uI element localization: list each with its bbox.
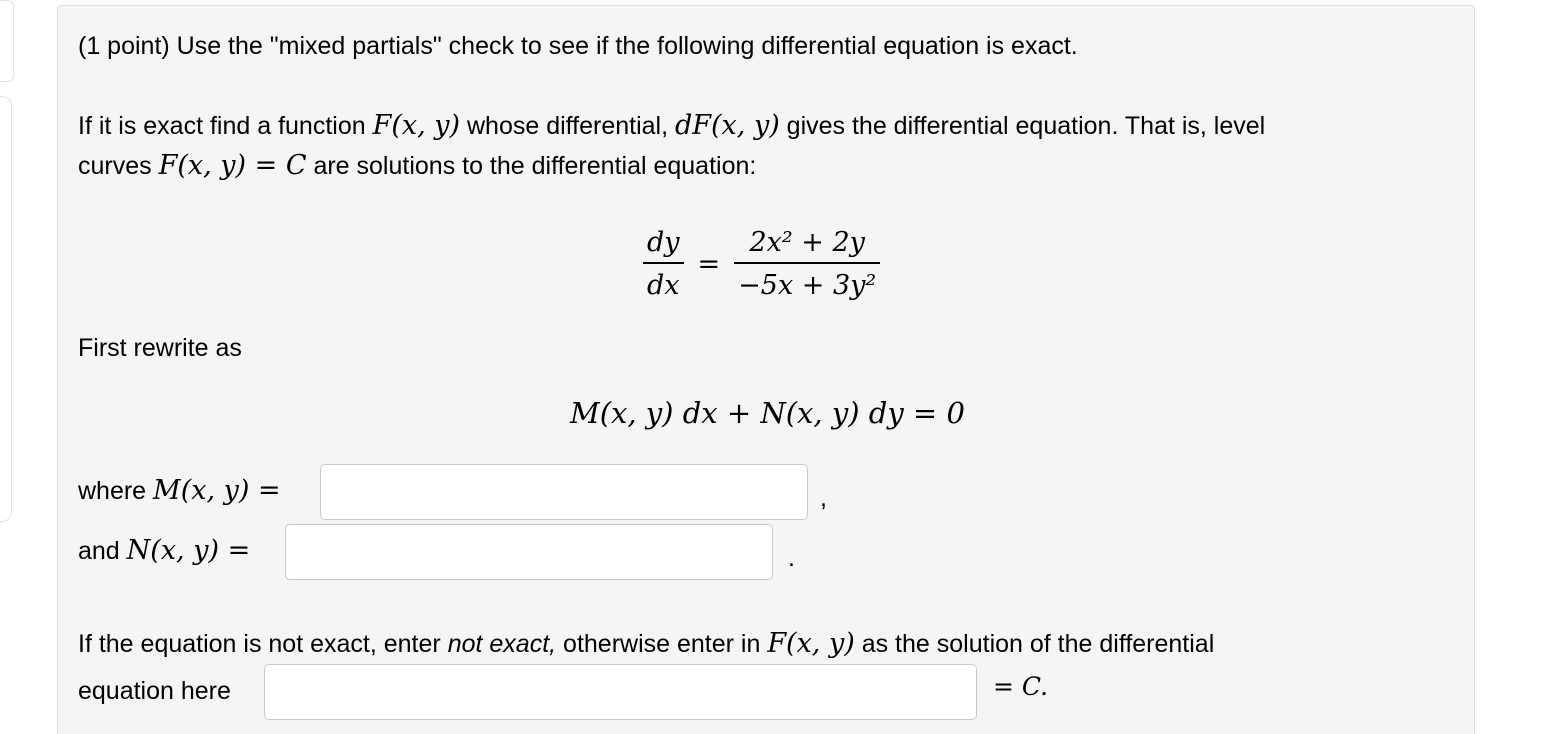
not-exact-emphasis: not exact, <box>447 630 557 658</box>
equals-sign: = <box>697 248 721 280</box>
math-N: N(x, y) = <box>126 535 251 566</box>
equation-here-label: equation here <box>78 677 231 705</box>
text: where <box>78 477 154 505</box>
m-input[interactable] <box>320 464 808 520</box>
text: and <box>78 537 127 565</box>
text: If the equation is not exact, enter <box>78 630 448 658</box>
rewrite-label: First rewrite as <box>78 334 242 362</box>
equals-c: = C. <box>993 672 1049 701</box>
level-curves-text <box>78 146 756 186</box>
text: otherwise enter in <box>556 630 768 658</box>
fraction-numerator: dy <box>647 227 680 258</box>
differential-equation <box>643 214 880 314</box>
fraction-denominator: −5x + 3y² <box>738 270 877 301</box>
m-label <box>78 471 281 511</box>
math-F: F(x, y) <box>372 110 461 141</box>
problem-panel <box>57 5 1475 734</box>
rhs-fraction <box>734 227 880 301</box>
problem-statement: (1 point) Use the "mixed partials" check to see if the following differential equation is exact. <box>78 32 1078 60</box>
dy-dx-fraction <box>643 227 684 301</box>
exact-instruction <box>78 106 1265 146</box>
text: gives the differential equation. That is, level <box>779 112 1266 140</box>
period: . <box>788 544 795 572</box>
fraction-denominator: dx <box>647 270 680 301</box>
text: as the solution of the differential <box>854 630 1215 658</box>
text: curves <box>78 152 159 180</box>
fraction-numerator: 2x² + 2y <box>749 227 865 258</box>
comma: , <box>820 484 827 512</box>
text: are solutions to the differential equation: <box>306 152 757 180</box>
text: whose differential, <box>460 112 675 140</box>
n-label <box>78 531 250 571</box>
math-level-curve: F(x, y) = C <box>158 150 307 181</box>
f-input[interactable] <box>264 664 977 720</box>
left-edge-panel <box>0 96 12 522</box>
math-dF: dF(x, y) <box>675 110 780 141</box>
n-input[interactable] <box>285 524 773 580</box>
final-instruction <box>78 624 1214 664</box>
text: If it is exact find a function <box>78 112 373 140</box>
exact-form-equation: M(x, y) dx + N(x, y) dy = 0 <box>570 396 965 430</box>
math-M: M(x, y) = <box>153 475 281 506</box>
left-edge-tab <box>0 0 14 82</box>
math-F: F(x, y) <box>767 628 855 659</box>
